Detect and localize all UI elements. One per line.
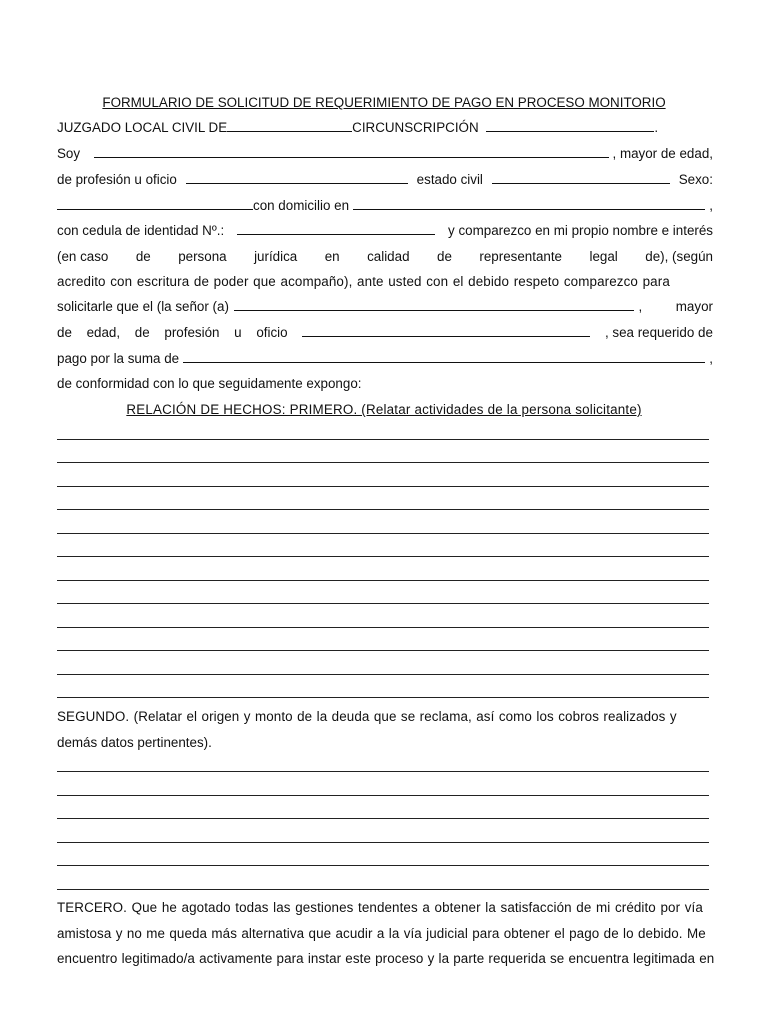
word: de	[134, 325, 150, 340]
relacion-heading-text: RELACIÓN DE HECHOS: PRIMERO. (Relatar actividades de la persona solicitante)	[126, 402, 642, 417]
answer-line[interactable]	[57, 462, 709, 463]
answer-line[interactable]	[57, 697, 709, 698]
acredito-line: acredito con escritura de poder que acompaño), ante usted con el debido respeto comparezco para	[57, 274, 670, 289]
soy-label: Soy	[57, 146, 81, 161]
segundo-line-1: SEGUNDO. (Relatar el origen y monto de la deuda que se reclama, así como los cobros realizados y	[57, 709, 677, 724]
solicitarle-line	[57, 298, 713, 316]
oficio-blank[interactable]	[302, 324, 590, 337]
requerido-blank[interactable]	[234, 298, 634, 311]
tercero-line-2: amistosa y no me queda más alternativa que acudir a la vía judicial para obtener el pago de lo debido. Me	[57, 926, 706, 941]
segundo-line-2: demás datos pertinentes).	[57, 735, 212, 750]
word: de	[437, 249, 452, 264]
word: calidad	[367, 249, 410, 264]
answer-line[interactable]	[57, 603, 709, 604]
cedula-blank[interactable]	[237, 222, 435, 235]
word: de), (según	[645, 249, 713, 264]
cedula-label: con cedula de identidad Nº.:	[57, 223, 225, 238]
answer-line[interactable]	[57, 556, 709, 557]
edad-line	[57, 324, 713, 342]
answer-line[interactable]	[57, 771, 709, 772]
answer-line[interactable]	[57, 674, 709, 675]
solicitarle-end: mayor	[675, 299, 713, 314]
answer-line[interactable]	[57, 842, 709, 843]
juridica-line	[57, 248, 713, 266]
pago-label: pago por la suma de	[57, 351, 180, 366]
answer-line[interactable]	[57, 486, 709, 487]
form-title-text: FORMULARIO DE SOLICITUD DE REQUERIMIENTO DE PAGO EN PROCESO MONITORIO	[102, 95, 666, 110]
answer-line[interactable]	[57, 865, 709, 866]
word: representante	[479, 249, 563, 264]
word: (en caso	[57, 249, 109, 264]
profesion-blank[interactable]	[186, 171, 408, 184]
domicilio-blank[interactable]	[353, 197, 705, 210]
juzgado-blank[interactable]	[227, 119, 352, 132]
word: edad,	[86, 325, 121, 340]
pago-end: ,	[709, 351, 713, 366]
cedula-line	[57, 222, 713, 240]
tercero-line-3: encuentro legitimado/a activamente para instar este proceso y la parte requerida se encuentra legitimada en	[57, 951, 715, 966]
answer-line[interactable]	[57, 818, 709, 819]
domicilio-label: con domicilio en	[253, 198, 350, 213]
word: legal	[589, 249, 618, 264]
juzgado-end: .	[654, 120, 659, 135]
profesion-line	[57, 171, 713, 189]
word: oficio	[256, 325, 288, 340]
answer-line[interactable]	[57, 509, 709, 510]
word: profesión	[164, 325, 220, 340]
word: u	[234, 325, 242, 340]
domicilio-end: ,	[709, 198, 713, 213]
answer-line[interactable]	[57, 650, 709, 651]
relacion-heading	[0, 401, 768, 419]
cedula-suffix: y comparezco en mi propio nombre e interés	[448, 223, 713, 238]
word: de	[135, 249, 151, 264]
answer-line[interactable]	[57, 580, 709, 581]
sexo-blank[interactable]	[57, 197, 253, 210]
word: jurídica	[254, 249, 298, 264]
suma-blank[interactable]	[183, 350, 705, 363]
soy-line	[57, 145, 713, 163]
pago-line	[57, 350, 713, 368]
sexo-label: Sexo:	[678, 172, 713, 187]
soy-suffix: , mayor de edad,	[612, 146, 713, 161]
conformidad-line: de conformidad con lo que seguidamente expongo:	[57, 376, 362, 391]
word: en	[324, 249, 340, 264]
estado-blank[interactable]	[492, 171, 670, 184]
juzgado-label: JUZGADO LOCAL CIVIL DE	[57, 120, 228, 135]
answer-line[interactable]	[57, 795, 709, 796]
answer-line[interactable]	[57, 533, 709, 534]
answer-line[interactable]	[57, 889, 709, 890]
name-blank[interactable]	[94, 145, 608, 158]
domicilio-line	[57, 197, 713, 215]
solicitarle-comma: ,	[638, 299, 643, 314]
spacer	[647, 298, 671, 316]
answer-line[interactable]	[57, 439, 709, 440]
juzgado-line	[57, 119, 713, 137]
word: persona	[178, 249, 227, 264]
form-title	[0, 94, 768, 112]
profesion-label: de profesión u oficio	[57, 172, 177, 187]
estado-label: estado civil	[416, 172, 483, 187]
edad-end: , sea requerido de	[604, 325, 713, 340]
word: de	[57, 325, 72, 340]
circunscripcion-label: CIRCUNSCRIPCIÓN	[352, 120, 479, 135]
tercero-line-1: TERCERO. Que he agotado todas las gestiones tendentes a obtener la satisfacción de mi crédito por vía	[57, 900, 703, 915]
answer-line[interactable]	[57, 627, 709, 628]
solicitarle-label: solicitarle que el (la señor (a)	[57, 299, 229, 314]
circunscripcion-blank[interactable]	[486, 119, 654, 132]
